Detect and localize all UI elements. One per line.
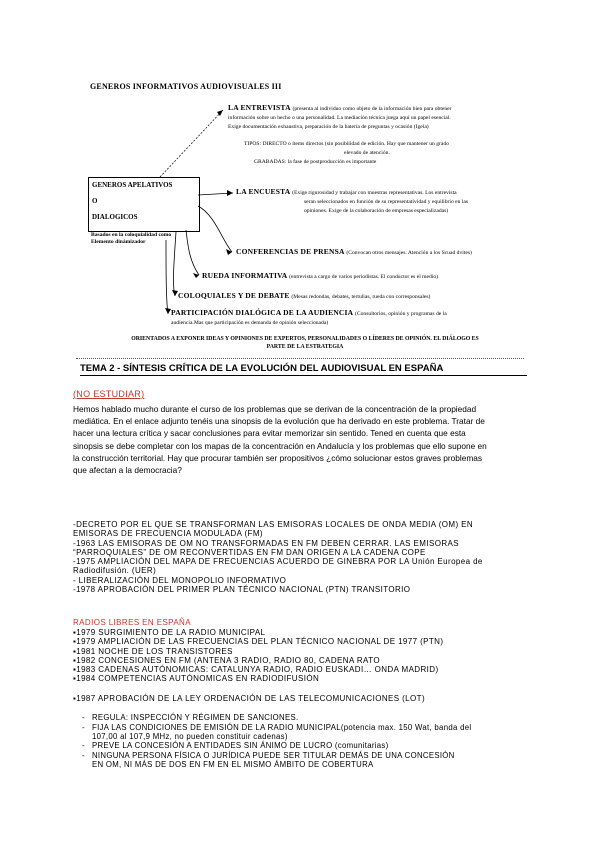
lot-item-line: FIJA LAS CONDICIONES DE EMISIÓN DE LA RADIO MUNICIPAL(potencia max. 150 Wat, banda del	[92, 723, 472, 732]
list-item: ▪1984 COMPETENCIAS AUTÓNOMICAS EN RADIODIFUSIÓN	[73, 674, 320, 684]
rueda-desc: (entrevista a cargo de varios periodistas. El conductor es el medio)	[289, 274, 439, 280]
lot-heading: ▪1987 APROBACIÓN DE LA LEY ORDENACIÓN DE LAS TELECOMUNICACIONES (LOT)	[73, 694, 426, 703]
radios-list	[73, 628, 543, 684]
no-estudiar-label: (NO ESTUDIAR)	[73, 389, 145, 399]
entrevista-tipos: GRABADAS: la fase de postproducción es importante	[254, 159, 377, 165]
list-item: ▪1979 AMPLIACIÓN DE LAS FRECUENCIAS DEL PLAN TÉCNICO NACIONAL DE 1977 (PTN)	[73, 637, 444, 647]
list-item: ▪1983 CADENAS AUTÓNOMICAS: CATALUNYA RADIO, RADIO EUSKADI… ONDA MADRID)	[73, 665, 439, 675]
conferencias-desc: (Convocan otros mensajes. Atención a los Scuad dvites)	[346, 250, 472, 256]
list-item: ▪1981 NOCHE DE LOS TRANSISTORES	[73, 646, 233, 656]
lot-item	[82, 751, 532, 769]
intro-line: Hemos hablado mucho durante el curso de los problemas que se derivan de la concentración de la propiedad	[73, 404, 477, 414]
list-item: -1963 LAS EMISORAS DE OM NO TRANSFORMADAS EN FM DEBEN CERRAR. LAS EMISORAS	[73, 538, 459, 548]
lot-item-line: 107,00 al 107,9 MHz, no pueden constituir cadenas)	[92, 731, 288, 741]
participacion-desc: audiencia.Mas que participación es demanda de opinión seleccionada)	[171, 320, 329, 326]
entrevista-desc: (presenta al individuo como objeto de la información bien para obtener	[292, 106, 452, 112]
lot-item	[82, 723, 532, 741]
lot-item	[82, 741, 532, 751]
arrow-entrevista	[160, 110, 223, 177]
list-item: ▪1982 CONCESIONES EN FM (ANTENA 3 RADIO, RADIO 80, CADENA RATO	[73, 655, 380, 665]
intro-line: que afectan a la democracia?	[73, 465, 182, 476]
tema-underline	[80, 375, 527, 376]
lot-item	[82, 713, 532, 723]
entrevista-tipos: elevado de atención.	[344, 150, 390, 156]
list-item: -1975 AMPLIACIÓN DEL MAPA DE FRECUENCIAS ACUERDO DE GINEBRA POR LA Unión Europea de	[73, 557, 483, 567]
box-line: GENEROS APELATIVOS	[92, 181, 173, 189]
box-sub-line: Elemento dinámizador	[91, 239, 146, 245]
arrow-conferencias	[198, 206, 232, 252]
list-item: “PARROQUIALES” DE OM RECONVERTIDAS EN FM DAN ORIGEN A LA CADENA COPE	[73, 547, 426, 557]
conferencias-title: CONFERENCIAS DE PRENSA	[236, 247, 345, 256]
intro-line: la construcción territorial. Hay que procurar también ser propositivos ¿cómo solucionar estos graves problemas	[73, 452, 483, 463]
lot-item-line: EN OM, NI MÁS DE DOS EN FM EN EL MISMO ÁMBITO DE COBERTURA	[92, 759, 374, 769]
list-item: - LIBERALIZACIÓN DEL MONOPOLIO INFORMATIVO	[73, 575, 287, 585]
list-item: -DECRETO POR EL QUE SE TRANSFORMAN LAS EMISORAS LOCALES DE ONDA MEDIA (OM) EN	[73, 520, 474, 529]
lot-item-line: REGULA: INSPECCIÓN Y RÉGIMEN DE SANCIONES.	[92, 713, 299, 722]
decree-list	[73, 520, 543, 594]
intro-line: sinopsis se debe completar con los mapas de la concentración en Andalucía y los problemas que ello supone en	[73, 440, 487, 451]
section-divider	[76, 358, 524, 359]
encuesta-desc: seran seleccionados en función de su representatividad y equilibrio en las	[304, 199, 469, 205]
orientados-note	[90, 335, 520, 351]
orientados-line: PARTE DE LA ESTRATEGIA	[266, 344, 344, 350]
node-coloquiales	[178, 292, 518, 301]
intro-line: mediática. En el enlace adjunto tenéis una sinopsis de la evolución que ha derivado en este problema. Tratar de	[73, 416, 485, 427]
coloquiales-desc: (Mesas redondas, debates, tertulias, rueda con corresponsales)	[291, 294, 431, 300]
list-item: -1978 APROBACIÓN DEL PRIMER PLAN TÉCNICO NACIONAL (PTN) TRANSITORIO	[73, 585, 411, 595]
list-item: Radiodifusión. (UER)	[73, 566, 157, 576]
diagram-arrows	[0, 0, 600, 340]
lot-item-line: NINGUNA PERSONA FÍSICA O JURÍDICA PUEDE SER TITULAR DEMÁS DE UNA CONCESIÓN	[92, 751, 455, 760]
box-sub-line: Basados en la coloquialidad como	[91, 232, 172, 238]
encuesta-title: LA ENCUESTA	[236, 187, 291, 196]
box-line: DIALOGICOS	[92, 213, 138, 221]
tema-title: TEMA 2 - SÍNTESIS CRÍTICA DE LA EVOLUCIÓN DEL AUDIOVISUAL EN ESPAÑA	[80, 363, 444, 374]
rueda-title: RUEDA INFORMATIVA	[202, 271, 288, 280]
radios-libres-heading: RADIOS LIBRES EN ESPAÑA	[73, 618, 191, 627]
dash-bullet: -	[82, 713, 85, 722]
entrevista-title: LA ENTREVISTA	[228, 103, 291, 112]
node-rueda	[202, 272, 532, 281]
coloquiales-title: COLOQUIALES Y DE DEBATE	[178, 291, 290, 300]
node-entrevista-tipos	[244, 139, 524, 166]
dash-bullet: -	[82, 723, 85, 732]
encuesta-desc: (Exige rigurosidad y trabajar con muestras representativas. Los entrevista	[292, 190, 457, 196]
entrevista-desc: información sobre un hecho o una personalidad. La mediación técnica juega aquí un papel esencial.	[228, 115, 451, 121]
entrevista-desc: Exige documentación exhaustiva, preparación de la batería de preguntas y ocasión (Igela)	[228, 124, 429, 130]
diagram-title: GENEROS INFORMATIVOS AUDIOVISUALES III	[90, 82, 282, 91]
lot-item-line: PREVE LA CONCESIÓN A ENTIDADES SIN ÁNIMO DE LUCRO (comunitarias)	[92, 741, 389, 750]
list-item: EMISORAS DE FRECUENCIA MODULADA (FM)	[73, 529, 263, 539]
node-conferencias	[236, 248, 536, 257]
participacion-title: PARTICIPACIÓN DIALÓGICA DE LA AUDIENCIA	[171, 308, 354, 317]
node-participacion	[171, 309, 526, 327]
dash-bullet: -	[82, 741, 85, 750]
genre-box-subtitle	[91, 232, 171, 246]
box-line: O	[92, 197, 98, 205]
arrow-participacion	[166, 240, 168, 314]
arrow-rueda	[186, 230, 199, 275]
intro-line: hacer una lectura crítica y sacar conclusiones para evitar memorizar sin sentido. Tened en cuenta que esta	[73, 428, 466, 439]
encuesta-desc: opiniones. Exige de la colaboración de empresas especializadas)	[304, 208, 449, 214]
entrevista-tipos: TIPOS: DIRECTO o ítems directos (sin posibilidad de edición. Hay que mantener un grado	[244, 141, 449, 147]
dash-bullet: -	[82, 751, 85, 760]
participacion-desc: (Consultorios, opinión y programas de la	[355, 311, 447, 317]
orientados-line: ORIENTADOS A EXPONER IDEAS Y OPINIONES DE EXPERTOS, PERSONALIDADES O LÍDERES DE OPINIÓN. EL DIÁLOGO ES	[131, 336, 479, 342]
node-encuesta	[236, 188, 526, 215]
intro-paragraph	[73, 403, 526, 476]
genre-box-title	[92, 181, 172, 221]
node-entrevista	[228, 104, 528, 131]
list-item: ▪1979 SURGIMIENTO DE LA RADIO MUNICIPAL	[73, 628, 266, 637]
arrow-coloquiales	[173, 232, 176, 296]
